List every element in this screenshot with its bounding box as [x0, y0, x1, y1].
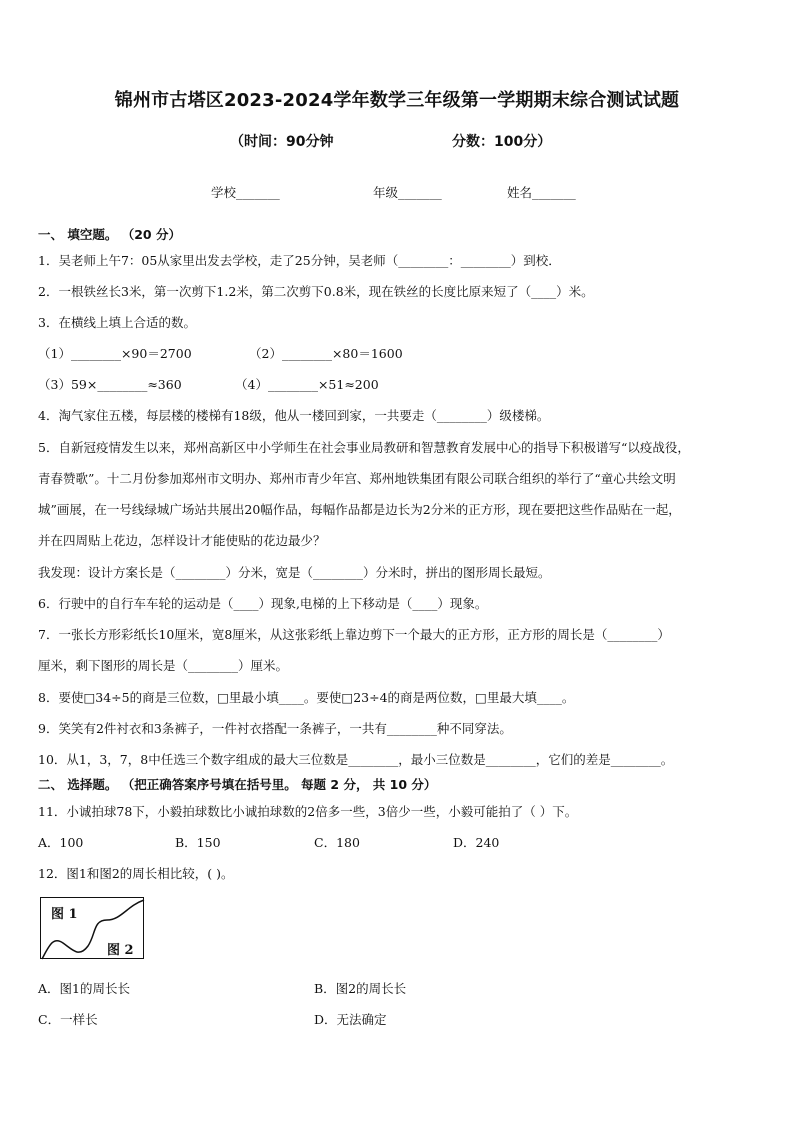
section-fill-blank: 一、 填空题。 （20 分）: [38, 227, 181, 242]
question-3-2: （2）________×80＝1600: [249, 346, 403, 361]
figure-label-1: 图 1: [51, 907, 78, 922]
question-5-line-2: 青春赞歌”。十二月份参加郑州市文明办、郑州市青少年宫、郑州地铁集团有限公司联合组织的举行了“童心共绘文明: [38, 471, 676, 486]
page-title: 锦州市古塔区2023-2024学年数学三年级第一学期期末综合测试试题: [114, 90, 680, 111]
exam-time: （时间：90分钟: [230, 134, 334, 150]
name-field: 姓名_______: [507, 185, 576, 200]
question-10: 10．从1，3，7，8中任选三个数字组成的最大三位数是________，最小三位数是________，它们的差是________。: [38, 752, 674, 767]
question-12-option-b: B．图2的周长长: [314, 981, 407, 996]
question-3-4: （4）________×51≈200: [235, 377, 379, 392]
question-3-3: （3）59×________≈360: [38, 377, 182, 392]
question-7-line-1: 7．一张长方形彩纸长10厘米，宽8厘米，从这张彩纸上靠边剪下一个最大的正方形，正方形的周长是（________）: [38, 627, 670, 642]
figure-label-2: 图 2: [107, 943, 134, 958]
school-field: 学校_______: [211, 185, 280, 200]
question-7-line-2: 厘米，剩下图形的周长是（________）厘米。: [38, 658, 289, 673]
question-9: 9．笑笑有2件衬衣和3条裤子，一件衬衣搭配一条裤子，一共有________种不同穿法。: [38, 721, 512, 736]
question-1: 1．吴老师上午7：05从家里出发去学校，走了25分钟，吴老师（________：________）到校．: [38, 253, 561, 268]
question-12-option-c: C．一样长: [38, 1012, 98, 1027]
question-5-line-3: 城”画展，在一号线绿城广场站共展出20幅作品，每幅作品都是边长为2分米的正方形，现在要把这些作品贴在一起，: [38, 502, 681, 517]
section-choice: 二、 选择题。 （把正确答案序号填在括号里。 每题 2 分， 共 10 分）: [38, 777, 437, 792]
question-4: 4．淘气家住五楼，每层楼的楼梯有18级，他从一楼回到家，一共要走（________）级楼梯。: [38, 408, 550, 423]
question-11-option-c: C．180: [314, 835, 360, 850]
exam-score: 分数：100分）: [452, 134, 552, 150]
question-11-option-b: B．150: [175, 835, 221, 850]
question-11-option-a: A．100: [38, 835, 84, 850]
question-3: 3．在横线上填上合适的数。: [38, 315, 196, 330]
question-12-option-d: D．无法确定: [314, 1012, 387, 1027]
question-5-answer: 我发现：设计方案长是（________）分米，宽是（________）分米时，拼出的图形周长最短。: [38, 565, 551, 580]
question-11: 11．小诚拍球78下，小毅拍球数比小诚拍球数的2倍多一些，3倍少一些，小毅可能拍了（ ）下。: [38, 804, 578, 819]
question-5-line-1: 5．自新冠疫情发生以来，郑州高新区中小学师生在社会事业局教研和智慧教育发展中心的指导下积极谱写“以疫战役，: [38, 440, 690, 455]
question-3-1: （1）________×90＝2700: [38, 346, 192, 361]
question-12: 12．图1和图2的周长相比较，( )。: [38, 866, 234, 881]
question-6: 6．行驶中的自行车车轮的运动是（____）现象,电梯的上下移动是（____）现象。: [38, 596, 488, 611]
question-5-line-4: 并在四周贴上花边，怎样设计才能使贴的花边最少？: [38, 533, 326, 548]
grade-field: 年级_______: [373, 185, 442, 200]
question-2: 2．一根铁丝长3米，第一次剪下1.2米，第二次剪下0.8米，现在铁丝的长度比原来短了（____）米。: [38, 284, 594, 299]
question-12-option-a: A．图1的周长长: [38, 981, 130, 996]
question-8: 8．要使□34÷5的商是三位数，□里最小填____。要使□23÷4的商是两位数，□里最大填____。: [38, 690, 575, 705]
question-11-option-d: D．240: [453, 835, 500, 850]
question-12-figure: [40, 897, 144, 959]
